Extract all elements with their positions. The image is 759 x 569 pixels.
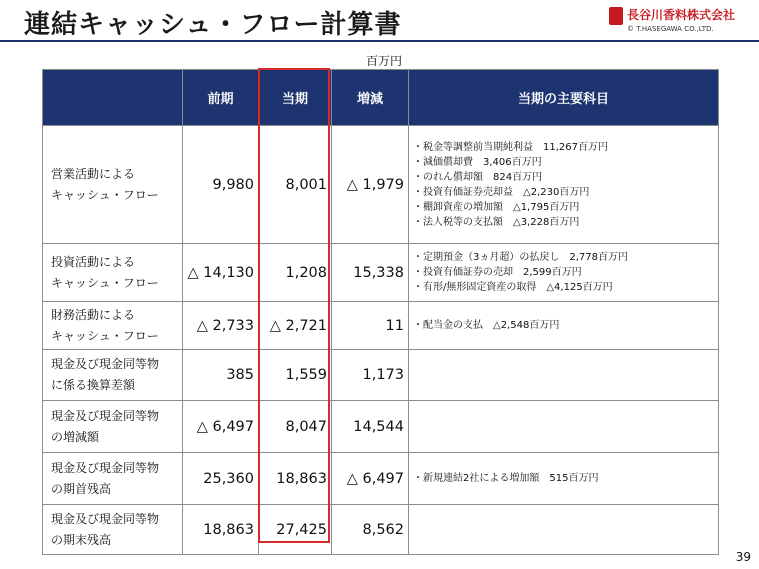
row-item-label [43,453,183,505]
company-logo [609,5,749,39]
note-line: ・有形/無形固定資産の取得 △4,125百万円 [413,282,613,293]
change-value: 15,338 [332,244,409,302]
table-row [43,505,719,555]
row-item-label [43,244,183,302]
note-line: ・配当金の支払 △2,548百万円 [413,320,560,331]
change-value: 14,544 [332,401,409,453]
row-item-line: 投資活動による [51,254,136,269]
row-item-line: キャッシュ・フロー [51,275,159,290]
row-item-line: キャッシュ・フロー [51,187,159,202]
prev-period-value: △ 14,130 [183,244,259,302]
header-cell-item [43,70,183,126]
row-item-label [43,126,183,244]
table-body [43,126,719,555]
title-underline [0,40,759,42]
row-notes [409,302,719,350]
curr-period-value: 8,047 [259,401,332,453]
prev-period-value: 18,863 [183,505,259,555]
unit-label: 百万円 [366,54,403,68]
row-item-line: の期首残高 [51,481,112,496]
row-item-line: 現金及び現金同等物 [51,408,160,423]
header-cell-prev: 前期 [183,70,259,126]
prev-period-value: 9,980 [183,126,259,244]
row-item-line: の期末残高 [51,532,112,547]
note-line: ・投資有価証券の売却 2,599百万円 [413,267,582,278]
row-item-line: キャッシュ・フロー [51,328,159,343]
change-value: 1,173 [332,350,409,401]
change-value: 8,562 [332,505,409,555]
curr-period-value: 27,425 [259,505,332,555]
table-header-row [43,70,719,126]
table-row [43,244,719,302]
row-item-label [43,350,183,401]
table-row [43,302,719,350]
curr-period-value: 1,559 [259,350,332,401]
row-item-line: 営業活動による [51,166,136,181]
curr-period-value: △ 2,721 [259,302,332,350]
prev-period-value: △ 6,497 [183,401,259,453]
change-value: △ 6,497 [332,453,409,505]
row-notes [409,505,719,555]
change-value: 11 [332,302,409,350]
prev-period-value: △ 2,733 [183,302,259,350]
note-line: ・投資有価証券売却益 △2,230百万円 [413,186,590,198]
page-number: 39 [735,550,751,564]
note-line: ・新規連結2社による増加額 515百万円 [413,473,599,484]
cash-flow-table [42,69,719,555]
table-row [43,453,719,505]
curr-period-value: 18,863 [259,453,332,505]
company-copyright: © T.HASEGAWA CO.,LTD. [627,25,714,33]
header-cell-curr: 当期 [259,70,332,126]
company-name: 長谷川香料株式会社 [627,8,736,22]
header-cell-notes: 当期の主要科目 [409,70,719,126]
header-cell-diff: 増減 [332,70,409,126]
row-notes [409,244,719,302]
note-line: ・のれん償却額 824百万円 [413,171,543,183]
row-notes [409,453,719,505]
logo-mark-icon [609,7,623,25]
curr-period-value: 8,001 [259,126,332,244]
curr-period-value: 1,208 [259,244,332,302]
note-line: ・法人税等の支払額 △3,228百万円 [413,216,580,228]
change-value: △ 1,979 [332,126,409,244]
row-item-line: 現金及び現金同等物 [51,357,160,371]
note-line: ・棚卸資産の増加額 △1,795百万円 [413,201,580,213]
row-item-label [43,505,183,555]
note-line: ・税金等調整前当期純利益 11,267百万円 [413,141,608,153]
row-item-line: に係る換算差額 [51,378,136,392]
table-row [43,401,719,453]
row-item-line: の増減額 [51,429,100,444]
row-item-label [43,401,183,453]
note-line: ・定期預金（3ヵ月超）の払戻し 2,778百万円 [413,252,628,263]
page-title: 連結キャッシュ・フロー計算書 [24,10,402,40]
prev-period-value: 25,360 [183,453,259,505]
row-notes [409,350,719,401]
note-line: ・減価償却費 3,406百万円 [413,156,542,168]
prev-period-value: 385 [183,350,259,401]
row-item-label [43,302,183,350]
row-notes [409,401,719,453]
table-row [43,350,719,401]
table-row [43,126,719,244]
row-item-line: 現金及び現金同等物 [51,460,160,475]
row-notes [409,126,719,244]
row-item-line: 財務活動による [51,307,136,322]
row-item-line: 現金及び現金同等物 [51,511,160,526]
